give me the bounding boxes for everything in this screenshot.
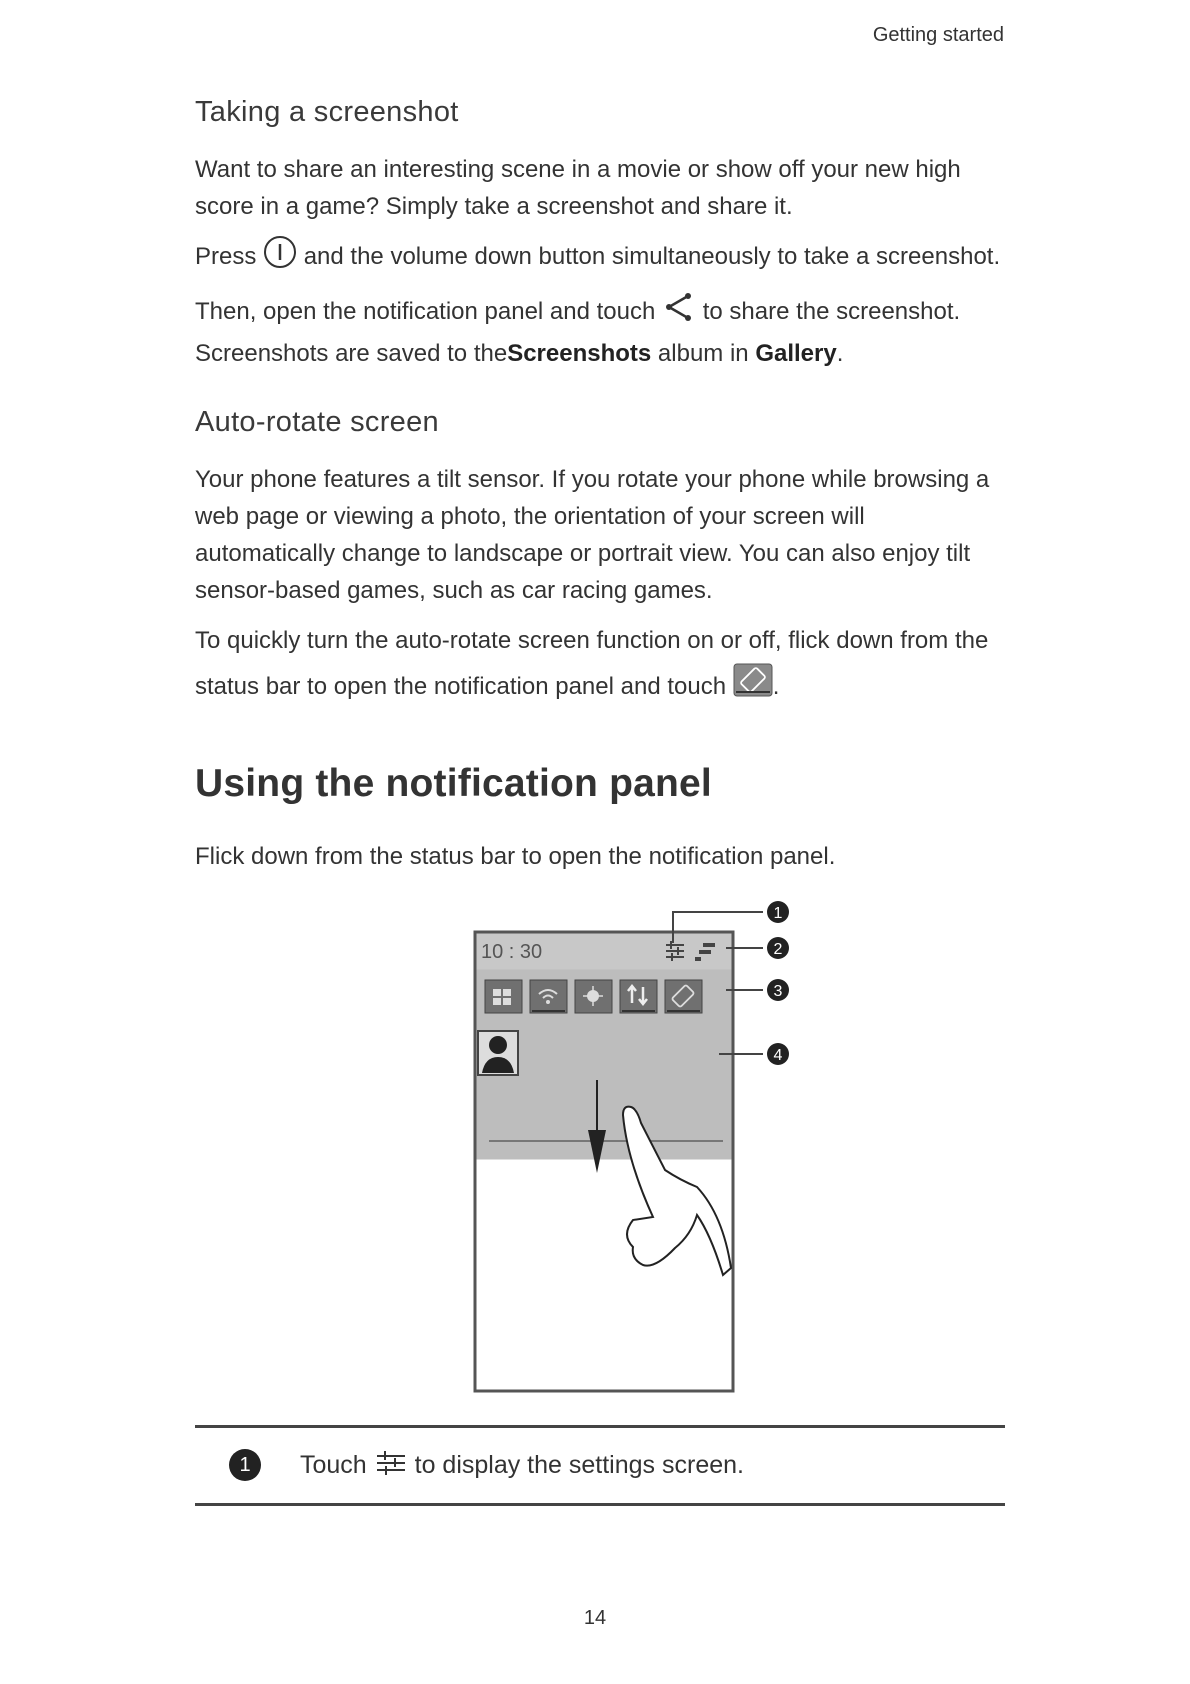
touch-label: Touch [300,1451,367,1480]
press-rest: and the volume down button simultaneously to take a screenshot. [303,242,1001,270]
touch-rest: to display the settings screen. [414,1451,744,1480]
callout-number: 1 [229,1449,261,1481]
avatar [478,1031,518,1075]
autorotate-pre: To quickly turn the auto-rotate screen function on or off, flick down from the status bar to open the notification panel and touch [195,627,989,700]
callout-description [300,1448,744,1485]
quick-toggle-multiwindow [485,980,522,1013]
svg-text:4: 4 [773,1047,783,1064]
notification-panel-illustration [455,895,815,1395]
screenshots-album: Screenshots [507,340,652,367]
callout-description-table [195,1425,1005,1506]
svg-text:1: 1 [773,905,783,922]
autorotate-intro: Your phone features a tilt sensor. If you rotate your phone while browsing a web page or viewing a photo, the orientation of your screen will automatically change to landscape or portrait view. You can also enjoy tilt sensor-based games, such as car racing games. [195,466,990,604]
saved-pre: Screenshots are saved to the [195,340,508,367]
callout-2 [767,937,789,959]
share-pre: Then, open the notification panel and touch [195,297,656,325]
share-post: to share the screenshot. [702,297,961,325]
callout-4 [767,1043,789,1065]
autorotate-end: . [772,672,780,700]
svg-text:3: 3 [773,983,783,1000]
press-label: Press [195,242,257,270]
quick-settings-row [485,980,702,1013]
settings-sliders-icon [374,1448,408,1485]
notification-heading: Using the notification panel [195,762,712,805]
page-content [195,96,1005,885]
screenshot-press-instruction [195,235,1005,280]
status-time: 10 : 30 [481,941,543,963]
power-button-icon [263,235,297,280]
callout-1 [767,901,789,923]
autorotate-instruction [195,619,1005,712]
autorotate-heading: Auto-rotate screen [195,406,439,438]
notification-intro: Flick down from the status bar to open the notification panel. [195,843,836,870]
gallery-app: Gallery [755,340,837,367]
section-header: Getting started [872,24,1004,46]
svg-text:2: 2 [773,941,783,958]
saved-mid: album in [651,340,756,367]
saved-end: . [836,340,844,367]
page-number: 14 [583,1607,607,1629]
callout-3 [767,979,789,1001]
auto-rotate-icon [733,663,773,712]
screenshot-heading: Taking a screenshot [195,96,459,128]
settings-sliders-icon [666,941,684,961]
share-icon [662,290,696,335]
quick-toggle-data [620,980,657,1013]
screenshot-intro: Want to share an interesting scene in a movie or show off your new high score in a game? Simply take a screenshot and share it. [195,156,961,220]
quick-toggle-autorotate [665,980,702,1013]
screenshot-share-instruction [195,290,1005,372]
